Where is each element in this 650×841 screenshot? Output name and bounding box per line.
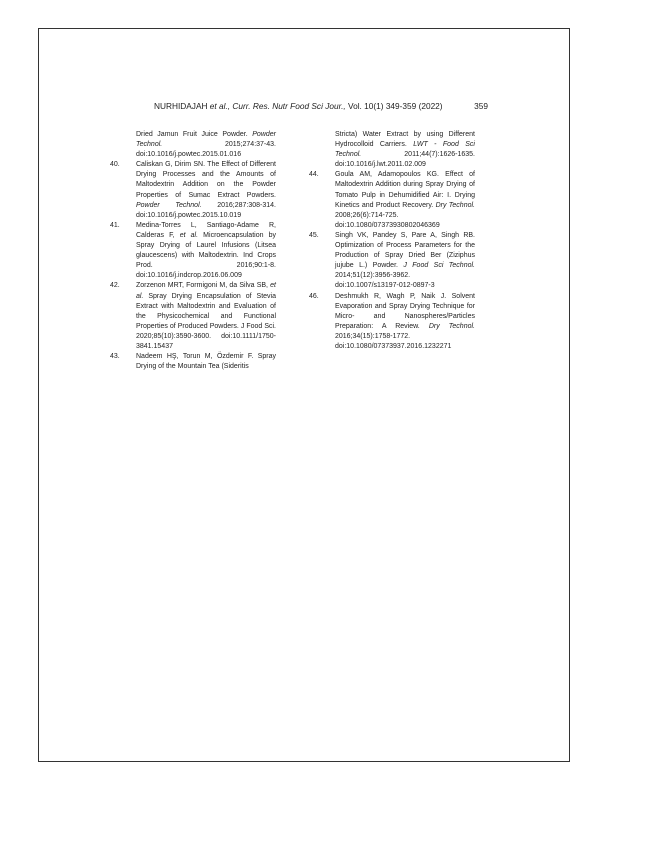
reference-item: 45. Singh VK, Pandey S, Pare A, Singh RB. Optimization of Process Parameters for the Production of Spray Dried Ber (Ziziphus jujube L.) Powder. J Food Sci Technol. 2014;51(12):3956-3962. doi:10.1007/s13197-012-0897-3: [309, 231, 475, 290]
reference-item: Dried Jamun Fruit Juice Powder. Powder Technol. 2015;274:37-43. doi:10.1016/j.powtec.2015.01.016: [136, 131, 276, 159]
reference-item: 43. Nadeem HŞ, Torun M, Özdemir F. Spray Drying of the Mountain Tea (Sideritis: [110, 353, 276, 371]
reference-item: 41. Medina-Torres L, Santiago-Adame R, Calderas F, et al. Microencapsulation by Spray Drying of Laurel Infusions (Litsea glaucescens) with Maltodextrin. Ind Crops Prod. 2016;90:1-8. doi:10.1016/j.indcrop.2016.06.009: [110, 221, 276, 280]
reference-item: 40. Caliskan G, Dirim SN. The Effect of Different Drying Processes and the Amounts of Maltodextrin Addition on the Powder Properties of Sumac Extract Powders. Powder Technol. 2016;287:308-314. doi:10.1016/j.powtec.2015.10.019: [110, 161, 276, 219]
references-left-column: [110, 130, 276, 372]
page-number: 359: [474, 101, 488, 111]
references-right-column: [309, 130, 475, 352]
header-citation: NURHIDAJAH et al., Curr. Res. Nutr Food Sci Jour., Vol. 10(1) 349-359 (2022): [154, 101, 443, 111]
reference-item: 44. Goula AM, Adamopoulos KG. Effect of Maltodextrin Addition during Spray Drying of Tomato Pulp in Dehumidified Air: I. Drying Kinetics and Product Recovery. Dry Technol. 2008;26(6):714-725. doi:10.1080/07373930802046369: [309, 171, 475, 229]
reference-item: Stricta) Water Extract by using Different Hydrocolloid Carriers. LWT - Food Sci Technol. 2011;44(7):1626-1635. doi:10.1016/j.lwt.2011.02.009: [335, 131, 475, 169]
reference-item: 42. Zorzenon MRT, Formigoni M, da Silva SB, et al. Spray Drying Encapsulation of Stevia Extract with Maltodextrin and Evaluation of the Physicochemical and Functional Properties of Produced Powders. J Food Sci. 2020;85(10):3590-3600. doi:10.1111/1750-3841.15437: [110, 282, 276, 350]
reference-item: 46. Deshmukh R, Wagh P, Naik J. Solvent Evaporation and Spray Drying Technique for Micro- and Nanospheres/Particles Preparation: A Review. Dry Technol. 2016;34(15):1758-1772. doi:10.1080/07373937.2016.1232271: [309, 292, 475, 350]
